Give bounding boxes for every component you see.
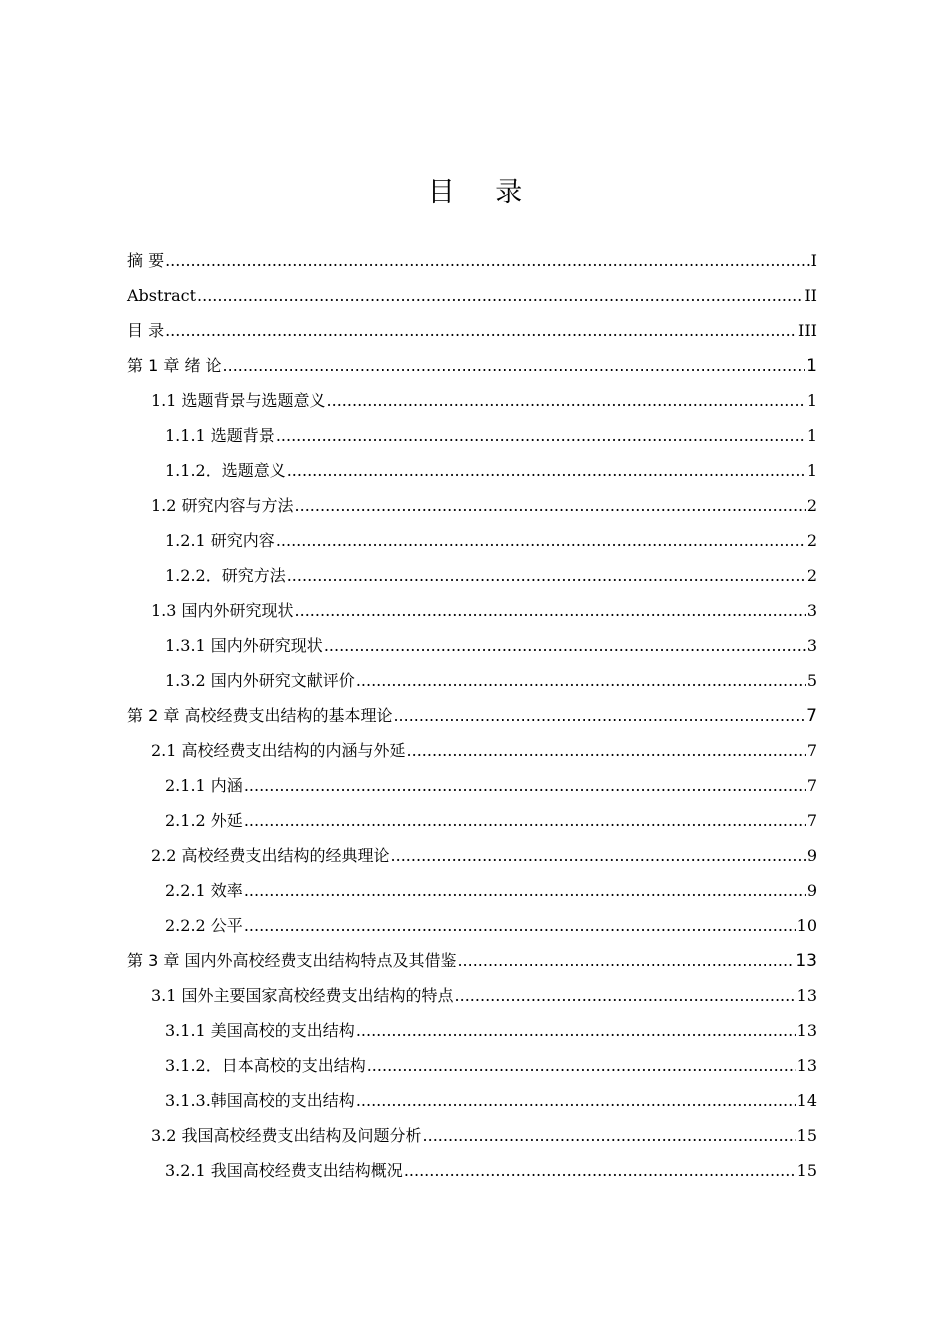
- toc-entry-page-number: 1: [806, 356, 817, 376]
- page-title: 目 录: [427, 177, 539, 208]
- toc-dot-leader: [276, 523, 806, 558]
- toc-entry[interactable]: [127, 278, 817, 313]
- toc-entry-page-number: 13: [796, 1056, 817, 1075]
- toc-entry[interactable]: [127, 488, 817, 523]
- toc-entry-page-number: 9: [806, 881, 817, 900]
- toc-dot-leader: [287, 558, 806, 593]
- toc-entry-label: 2.1.1 内涵: [165, 776, 243, 795]
- toc-entry-page-number: 7: [806, 706, 817, 726]
- toc-entry-page-number: 1: [806, 461, 817, 480]
- toc-entry-label: 1.3.1 国内外研究现状: [165, 636, 323, 655]
- toc-dot-leader: [356, 1083, 796, 1118]
- toc-entry-label: 2.2.2 公平: [165, 916, 243, 935]
- toc-entry[interactable]: [127, 628, 817, 663]
- toc-entry-label: 3.1.2．日本高校的支出结构: [165, 1056, 366, 1075]
- toc-entry-label: 2.2 高校经费支出结构的经典理论: [151, 846, 390, 865]
- toc-dot-leader: [165, 243, 810, 278]
- toc-entry-page-number: II: [804, 286, 817, 305]
- toc-entry-page-number: 2: [806, 496, 817, 515]
- toc-entry-page-number: 7: [806, 776, 817, 795]
- toc-entry[interactable]: [127, 383, 817, 418]
- toc-dot-leader: [367, 1048, 796, 1083]
- toc-entry-label: 3.1.1 美国高校的支出结构: [165, 1021, 355, 1040]
- toc-dot-leader: [287, 453, 806, 488]
- toc-entry-label: 1.2 研究内容与方法: [151, 496, 294, 515]
- toc-entry[interactable]: [127, 698, 817, 733]
- toc-entry[interactable]: [127, 733, 817, 768]
- toc-entry-page-number: 15: [796, 1161, 817, 1180]
- toc-entry-page-number: 7: [806, 741, 817, 760]
- toc-entry[interactable]: [127, 418, 817, 453]
- toc-dot-leader: [165, 313, 797, 348]
- toc-entry-label: 2.1 高校经费支出结构的内涵与外延: [151, 741, 406, 760]
- toc-entry-page-number: 14: [796, 1091, 817, 1110]
- toc-entry-page-number: 5: [806, 671, 817, 690]
- toc-entry-label: 1.2.1 研究内容: [165, 531, 275, 550]
- toc-dot-leader: [391, 838, 806, 873]
- toc-entry-page-number: 13: [795, 951, 817, 971]
- toc-entry[interactable]: [127, 313, 817, 348]
- toc-entry[interactable]: [127, 978, 817, 1013]
- toc-entry[interactable]: [127, 1118, 817, 1153]
- toc-entry-page-number: 3: [806, 636, 817, 655]
- toc-entry-label: 3.1.3.韩国高校的支出结构: [165, 1091, 355, 1110]
- toc-entry-page-number: 13: [796, 986, 817, 1005]
- toc-entry-page-number: 3: [806, 601, 817, 620]
- toc-dot-leader: [393, 698, 805, 733]
- toc-entry[interactable]: [127, 523, 817, 558]
- toc-entry-label: 1.1.1 选题背景: [165, 426, 275, 445]
- toc-entry-label: 目 录: [127, 321, 165, 340]
- toc-dot-leader: [244, 803, 806, 838]
- toc-entry-page-number: I: [810, 251, 817, 270]
- toc-entry-label: 1.1.2．选题意义: [165, 461, 286, 480]
- toc-entry[interactable]: [127, 873, 817, 908]
- toc-dot-leader: [327, 383, 806, 418]
- toc-dot-leader: [324, 628, 806, 663]
- toc-entry[interactable]: [127, 1013, 817, 1048]
- toc-entry-label: 1.1 选题背景与选题意义: [151, 391, 326, 410]
- toc-entry-label: 2.1.2 外延: [165, 811, 243, 830]
- toc-entry-page-number: III: [798, 321, 817, 340]
- toc-entry-label: 1.2.2．研究方法: [165, 566, 286, 585]
- toc-entry[interactable]: [127, 1083, 817, 1118]
- toc-dot-leader: [244, 908, 796, 943]
- toc-entry[interactable]: [127, 348, 817, 383]
- toc-entry-label: 第 3 章 国内外高校经费支出结构特点及其借鉴: [127, 951, 457, 970]
- toc-dot-leader: [407, 733, 806, 768]
- toc-entry-page-number: 13: [796, 1021, 817, 1040]
- toc-entry[interactable]: [127, 908, 817, 943]
- toc-entry[interactable]: [127, 593, 817, 628]
- toc-dot-leader: [457, 943, 794, 978]
- toc-entry[interactable]: [127, 558, 817, 593]
- toc-entry[interactable]: [127, 838, 817, 873]
- toc-entry-label: 1.3.2 国内外研究文献评价: [165, 671, 355, 690]
- toc-entry-label: 2.2.1 效率: [165, 881, 243, 900]
- toc-dot-leader: [356, 1013, 796, 1048]
- toc-entry-label: 第 1 章 绪 论: [127, 356, 222, 375]
- toc-entry-label: Abstract: [127, 286, 197, 305]
- toc-entry[interactable]: [127, 943, 817, 978]
- toc-entry[interactable]: [127, 1153, 817, 1188]
- toc-dot-leader: [197, 278, 803, 313]
- toc-entry-page-number: 15: [796, 1126, 817, 1145]
- toc-entry-page-number: 2: [806, 566, 817, 585]
- toc-dot-leader: [455, 978, 796, 1013]
- toc-dot-leader: [223, 348, 806, 383]
- toc-entry-label: 摘 要: [127, 251, 165, 270]
- toc-entry-label: 1.3 国内外研究现状: [151, 601, 294, 620]
- toc-entry[interactable]: [127, 768, 817, 803]
- toc-entry-page-number: 2: [806, 531, 817, 550]
- toc-entry-page-number: 9: [806, 846, 817, 865]
- toc-entry[interactable]: [127, 803, 817, 838]
- toc-entry[interactable]: [127, 453, 817, 488]
- toc-dot-leader: [295, 593, 806, 628]
- toc-dot-leader: [244, 768, 806, 803]
- table-of-contents: [127, 243, 817, 1188]
- toc-dot-leader: [356, 663, 806, 698]
- toc-entry[interactable]: [127, 663, 817, 698]
- toc-dot-leader: [295, 488, 806, 523]
- toc-entry-label: 3.2.1 我国高校经费支出结构概况: [165, 1161, 403, 1180]
- toc-dot-leader: [423, 1118, 796, 1153]
- toc-dot-leader: [244, 873, 806, 908]
- toc-entry-page-number: 10: [796, 916, 817, 935]
- toc-entry-label: 第 2 章 高校经费支出结构的基本理论: [127, 706, 393, 725]
- toc-dot-leader: [404, 1153, 796, 1188]
- toc-entry[interactable]: [127, 243, 817, 278]
- toc-entry[interactable]: [127, 1048, 817, 1083]
- toc-dot-leader: [276, 418, 806, 453]
- toc-entry-label: 3.1 国外主要国家高校经费支出结构的特点: [151, 986, 454, 1005]
- toc-entry-page-number: 1: [806, 426, 817, 445]
- toc-entry-page-number: 7: [806, 811, 817, 830]
- toc-entry-label: 3.2 我国高校经费支出结构及问题分析: [151, 1126, 422, 1145]
- toc-entry-page-number: 1: [806, 391, 817, 410]
